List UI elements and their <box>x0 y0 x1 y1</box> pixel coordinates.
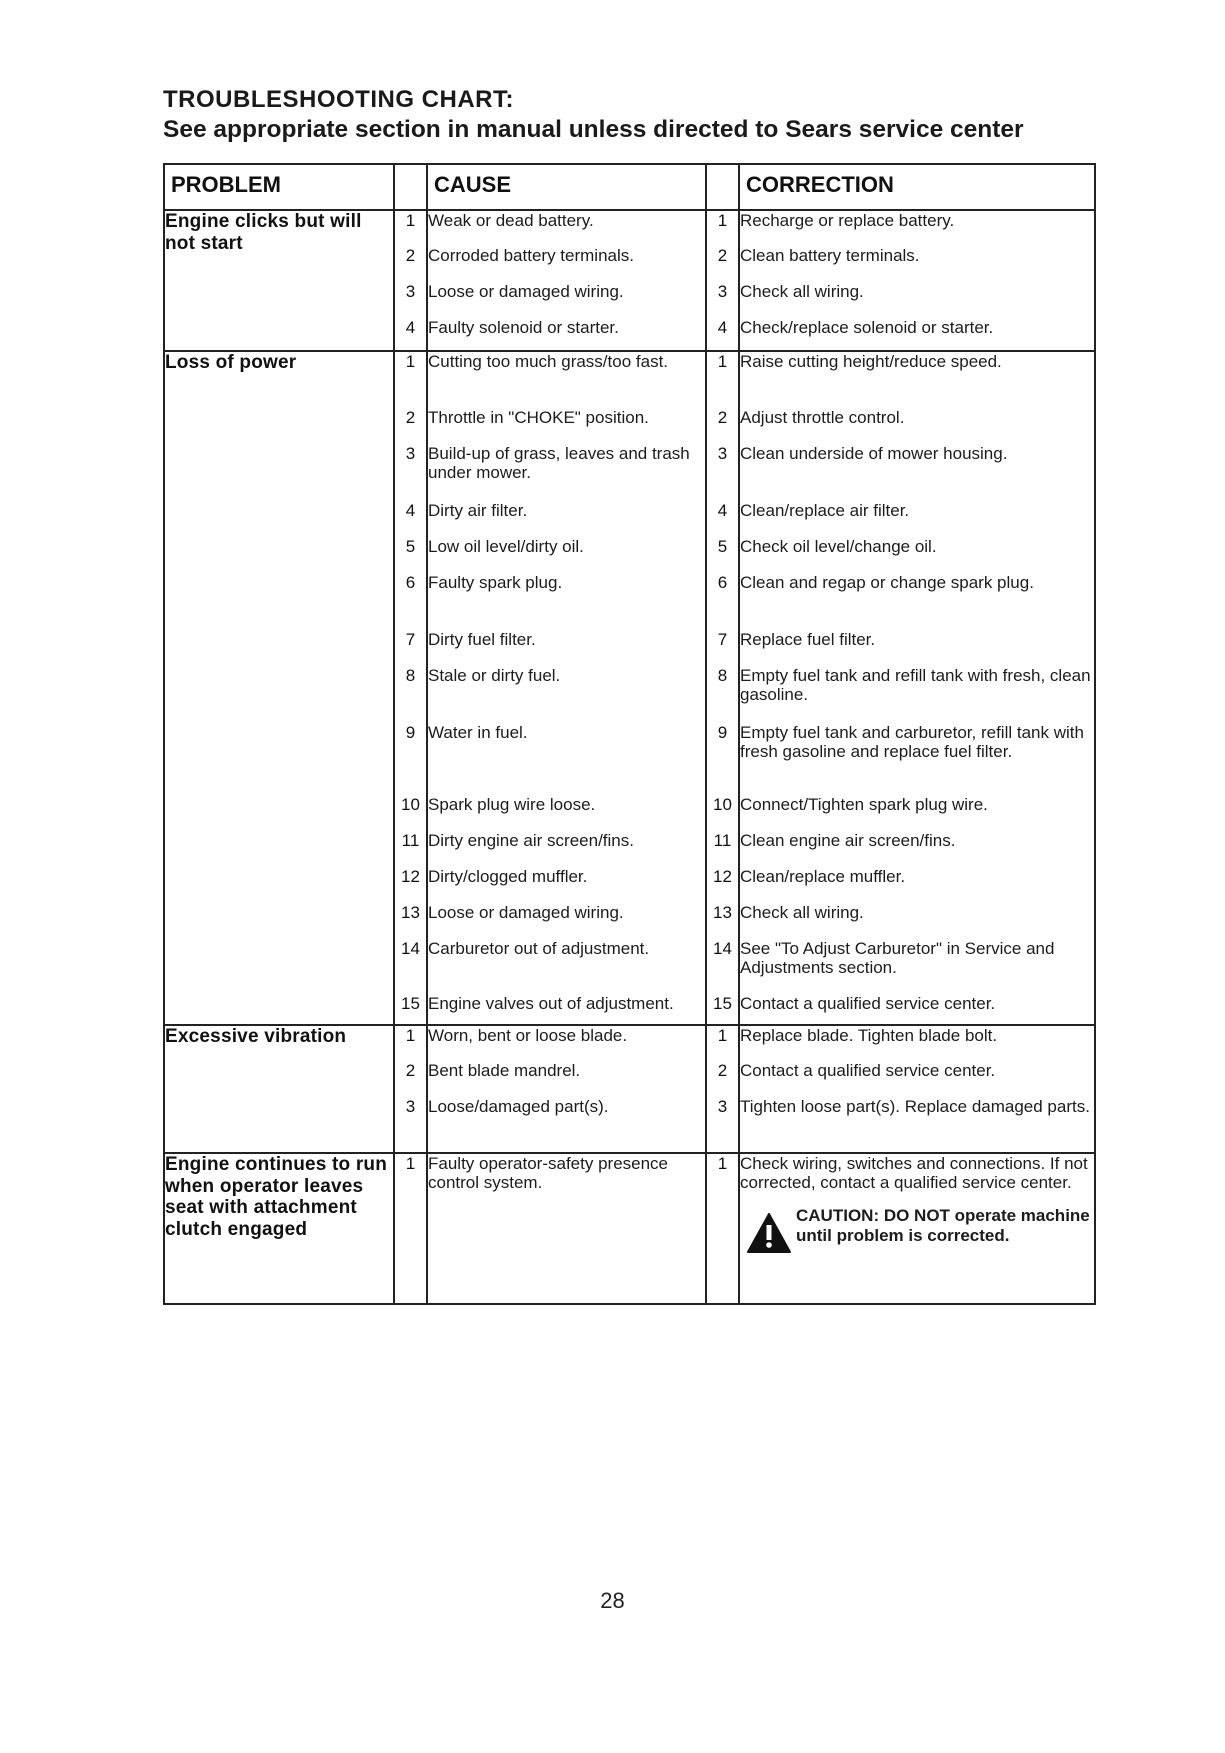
correction-cell <box>739 666 1095 723</box>
cause-number: 12 <box>394 867 427 903</box>
cause-cell: Corroded battery terminals. <box>427 246 706 282</box>
correction-cell <box>739 903 1095 939</box>
correction-text: Tighten loose part(s). Replace damaged parts. <box>740 1097 1090 1116</box>
problem-cell: Engine continues to run when operator leaves seat with attachment clutch engaged <box>164 1153 394 1304</box>
page-subtitle: See appropriate section in manual unless directed to Sears service center <box>163 116 1024 143</box>
cause-number: 3 <box>394 444 427 501</box>
problem-cell: Loss of power <box>164 351 394 1025</box>
correction-number: 12 <box>706 867 739 903</box>
correction-cell <box>739 246 1095 282</box>
correction-cell <box>739 831 1095 867</box>
cause-number: 4 <box>394 501 427 537</box>
cause-number: 10 <box>394 795 427 831</box>
correction-text: Clean/replace air filter. <box>740 501 910 520</box>
correction-number: 3 <box>706 1097 739 1153</box>
page-title: TROUBLESHOOTING CHART: <box>163 86 514 113</box>
correction-cell <box>739 408 1095 444</box>
correction-number: 9 <box>706 723 739 795</box>
correction-number: 1 <box>706 210 739 246</box>
correction-number: 8 <box>706 666 739 723</box>
correction-number: 7 <box>706 630 739 666</box>
cause-number: 9 <box>394 723 427 795</box>
cause-number: 13 <box>394 903 427 939</box>
cause-cell: Dirty/clogged muffler. <box>427 867 706 903</box>
correction-number: 11 <box>706 831 739 867</box>
correction-text: Connect/Tighten spark plug wire. <box>740 795 988 814</box>
cause-cell: Worn, bent or loose blade. <box>427 1025 706 1061</box>
correction-text: Recharge or replace battery. <box>740 211 955 230</box>
correction-cell <box>739 501 1095 537</box>
cause-cell: Weak or dead battery. <box>427 210 706 246</box>
correction-cell <box>739 867 1095 903</box>
correction-text: Adjust throttle control. <box>740 408 905 427</box>
correction-text: Empty fuel tank and carburetor, refill tank with fresh gasoline and replace fuel filter. <box>740 723 1084 761</box>
correction-number: 4 <box>706 318 739 351</box>
cause-cell: Spark plug wire loose. <box>427 795 706 831</box>
cause-number: 1 <box>394 1025 427 1061</box>
correction-cell <box>739 351 1095 408</box>
cause-cell: Cutting too much grass/too fast. <box>427 351 706 408</box>
troubleshooting-table-body <box>164 210 1095 1304</box>
correction-cell <box>739 630 1095 666</box>
cause-cell: Water in fuel. <box>427 723 706 795</box>
correction-cell <box>739 1097 1095 1153</box>
cause-cell: Low oil level/dirty oil. <box>427 537 706 573</box>
problem-cell: Engine clicks but will not start <box>164 210 394 351</box>
correction-cell <box>739 318 1095 351</box>
correction-cell <box>739 444 1095 501</box>
correction-text: Check oil level/change oil. <box>740 537 937 556</box>
correction-number: 1 <box>706 1153 739 1304</box>
cause-cell: Engine valves out of adjustment. <box>427 994 706 1025</box>
cause-cell: Stale or dirty fuel. <box>427 666 706 723</box>
cause-number: 4 <box>394 318 427 351</box>
correction-text: Check/replace solenoid or starter. <box>740 318 994 337</box>
cause-number: 6 <box>394 573 427 630</box>
correction-cell <box>739 537 1095 573</box>
cause-cell: Build-up of grass, leaves and trash under mower. <box>427 444 706 501</box>
correction-cell <box>739 210 1095 246</box>
correction-text: Check all wiring. <box>740 903 864 922</box>
cause-cell: Bent blade mandrel. <box>427 1061 706 1097</box>
cause-number: 2 <box>394 246 427 282</box>
cause-cell: Loose/damaged part(s). <box>427 1097 706 1153</box>
correction-cell <box>739 795 1095 831</box>
correction-number: 5 <box>706 537 739 573</box>
correction-cell <box>739 573 1095 630</box>
correction-cell <box>739 939 1095 994</box>
problem-cell: Excessive vibration <box>164 1025 394 1153</box>
correction-cell <box>739 994 1095 1025</box>
correction-text: Replace fuel filter. <box>740 630 876 649</box>
cause-number: 1 <box>394 351 427 408</box>
correction-text: Contact a qualified service center. <box>740 994 996 1013</box>
cause-number: 1 <box>394 210 427 246</box>
problem-column-header: PROBLEM <box>164 164 394 210</box>
correction-number: 1 <box>706 351 739 408</box>
correction-number: 4 <box>706 501 739 537</box>
troubleshooting-table <box>163 163 1096 1305</box>
cause-number: 7 <box>394 630 427 666</box>
correction-text: Clean battery terminals. <box>740 246 920 265</box>
correction-number-column-header <box>706 164 739 210</box>
cause-cell: Dirty engine air screen/fins. <box>427 831 706 867</box>
correction-text: See "To Adjust Carburetor" in Service and Adjustments section. <box>740 939 1055 977</box>
correction-cell <box>739 282 1095 318</box>
correction-cell <box>739 723 1095 795</box>
cause-cell: Faulty solenoid or starter. <box>427 318 706 351</box>
correction-number: 14 <box>706 939 739 994</box>
cause-cell: Loose or damaged wiring. <box>427 903 706 939</box>
cause-cell: Dirty fuel filter. <box>427 630 706 666</box>
cause-number: 3 <box>394 1097 427 1153</box>
cause-cell: Faulty operator-safety presence control system. <box>427 1153 706 1304</box>
correction-number: 2 <box>706 408 739 444</box>
correction-text: Clean underside of mower housing. <box>740 444 1008 463</box>
cause-number: 5 <box>394 537 427 573</box>
correction-cell <box>739 1061 1095 1097</box>
cause-cell: Dirty air filter. <box>427 501 706 537</box>
table-row <box>164 210 1095 246</box>
table-row <box>164 351 1095 408</box>
correction-text: Replace blade. Tighten blade bolt. <box>740 1026 998 1045</box>
correction-text: Check wiring, switches and connections. If not corrected, contact a qualified service center. <box>740 1154 1088 1192</box>
cause-number: 15 <box>394 994 427 1025</box>
cause-number: 11 <box>394 831 427 867</box>
cause-cell: Loose or damaged wiring. <box>427 282 706 318</box>
correction-text: Empty fuel tank and refill tank with fresh, clean gasoline. <box>740 666 1091 704</box>
caution-notice <box>746 1206 1094 1254</box>
correction-text: Clean/replace muffler. <box>740 867 906 886</box>
correction-number: 3 <box>706 282 739 318</box>
cause-number: 2 <box>394 408 427 444</box>
cause-number: 1 <box>394 1153 427 1304</box>
cause-number: 8 <box>394 666 427 723</box>
cause-cell: Faulty spark plug. <box>427 573 706 630</box>
correction-number: 13 <box>706 903 739 939</box>
cause-number: 14 <box>394 939 427 994</box>
correction-text: Raise cutting height/reduce speed. <box>740 352 1002 371</box>
table-row <box>164 1153 1095 1304</box>
correction-text: Clean and regap or change spark plug. <box>740 573 1034 592</box>
cause-cell: Carburetor out of adjustment. <box>427 939 706 994</box>
page-number: 28 <box>600 1588 625 1613</box>
caution-text: CAUTION: DO NOT operate machine until problem is corrected. <box>796 1206 1090 1245</box>
correction-number: 10 <box>706 795 739 831</box>
table-header-row <box>164 164 1095 210</box>
correction-number: 15 <box>706 994 739 1025</box>
correction-cell <box>739 1153 1095 1304</box>
correction-column-header: CORRECTION <box>739 164 1095 210</box>
correction-number: 2 <box>706 1061 739 1097</box>
cause-cell: Throttle in "CHOKE" position. <box>427 408 706 444</box>
table-row <box>164 1025 1095 1061</box>
cause-number-column-header <box>394 164 427 210</box>
correction-text: Clean engine air screen/fins. <box>740 831 956 850</box>
correction-number: 2 <box>706 246 739 282</box>
correction-cell <box>739 1025 1095 1061</box>
cause-number: 2 <box>394 1061 427 1097</box>
correction-number: 1 <box>706 1025 739 1061</box>
warning-triangle-icon <box>746 1212 792 1254</box>
correction-number: 3 <box>706 444 739 501</box>
correction-text: Contact a qualified service center. <box>740 1061 996 1080</box>
correction-text: Check all wiring. <box>740 282 864 301</box>
correction-number: 6 <box>706 573 739 630</box>
cause-column-header: CAUSE <box>427 164 706 210</box>
cause-number: 3 <box>394 282 427 318</box>
